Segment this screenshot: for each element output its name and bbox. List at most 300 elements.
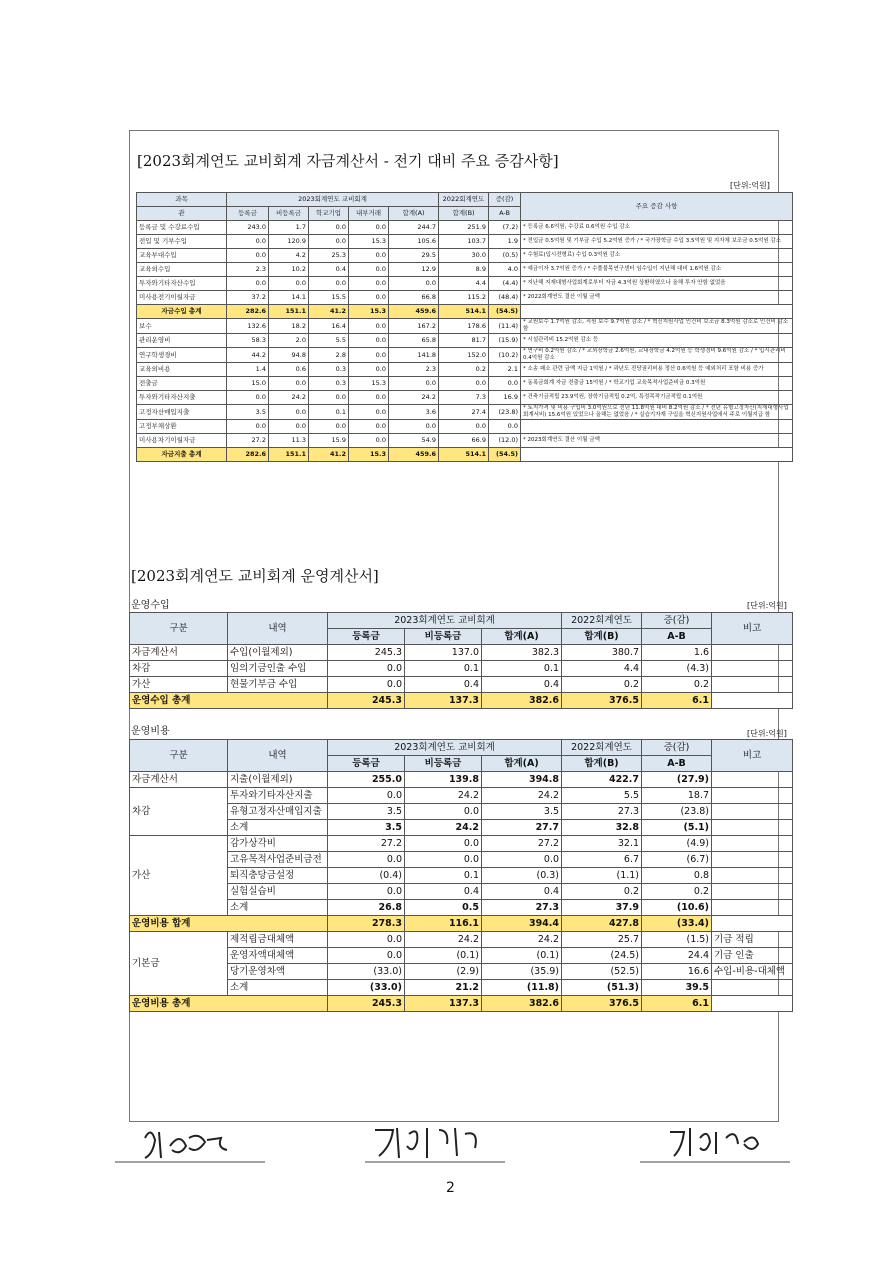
- cell: 10.2: [269, 263, 309, 277]
- cell: 0.0: [269, 420, 309, 434]
- op-income-section: 운영수입: [131, 600, 170, 611]
- cell: 105.6: [389, 235, 439, 249]
- row-label: 미사용전기이월자금: [137, 291, 227, 305]
- cell: 0.1: [309, 405, 349, 420]
- change-description: * 연구비 0.2억원 감소 / * 교외장학금 2.6억원, 교내장학금 4.2억원 등 학생경비 9.6억원 감소 / * 입시관리비 0.4억원 감소: [521, 348, 793, 363]
- cell: 2.3: [227, 263, 269, 277]
- cell: (1.5): [642, 932, 712, 948]
- cell: (11.8): [482, 980, 562, 996]
- cell: 245.3: [328, 996, 405, 1012]
- cell: (7.2): [489, 221, 521, 235]
- cell: 376.5: [562, 996, 642, 1012]
- change-description: * 수험료(입시전형료) 수입 0.3억원 감소: [521, 249, 793, 263]
- cell: 0.0: [482, 852, 562, 868]
- row-item: 유형고정자산매입지출: [228, 804, 328, 820]
- cell: 380.7: [562, 645, 642, 661]
- cell: 0.0: [405, 836, 482, 852]
- cell: 94.8: [269, 348, 309, 363]
- cell: (24.5): [562, 948, 642, 964]
- table-row: [130, 772, 793, 788]
- table-row: [130, 788, 793, 804]
- cell: (48.4): [489, 291, 521, 305]
- cell: 32.1: [562, 836, 642, 852]
- row-note: [712, 884, 793, 900]
- cell: 0.2: [642, 677, 712, 693]
- cell: (52.5): [562, 964, 642, 980]
- change-description: * 건축기금적립 23.9억원, 장학기금적립 0.2억, 특정목적기금적립 0.1억원: [521, 391, 793, 405]
- cell: 0.4: [482, 677, 562, 693]
- table-row: [137, 377, 793, 391]
- cell: 25.7: [562, 932, 642, 948]
- hdr-col: 등록금: [227, 207, 269, 221]
- change-description: * 토지가격 및 비용 구입비 3.0억원으로 전년 11.8억원 대비 8.2억원 감소 / * 전년 유형고정자산(지재대형사업회계서비) 15.6억원 있었으나 올해는 없었음 / * 실습기자재 구입을 혁신지원사업에서 주로 이월지급 함: [521, 405, 793, 420]
- cell: 27.7: [482, 820, 562, 836]
- op-income-unit: [단위:억원]: [747, 601, 787, 610]
- row-item: 당기운영차액: [228, 964, 328, 980]
- row-item: 현물기부금 수입: [228, 677, 328, 693]
- cell: 2.3: [389, 363, 439, 377]
- row-item: 수입(이월제외): [228, 645, 328, 661]
- hdr-main: 주요 증감 사항: [521, 193, 793, 221]
- cell: 0.4: [309, 263, 349, 277]
- row-label: 자금수입 총계: [137, 305, 227, 319]
- row-item: 운영자액대체액: [228, 948, 328, 964]
- cell: 0.0: [349, 221, 389, 235]
- row-label: 보수: [137, 319, 227, 334]
- cell: 3.5: [227, 405, 269, 420]
- change-description: * 동록금회계 자금 전출금 15억원 / * 학교기업 교육목적사업준비금 0.3억원: [521, 377, 793, 391]
- row-item: 투자와기타자산지출: [228, 788, 328, 804]
- cell: 382.6: [482, 996, 562, 1012]
- cell: 243.0: [227, 221, 269, 235]
- cell: 25.3: [309, 249, 349, 263]
- row-note: [712, 661, 793, 677]
- change-description: * 2022회계연도 결산 이월 금액: [521, 291, 793, 305]
- unit-label: [단위:억원]: [730, 181, 770, 190]
- cell: 137.0: [405, 645, 482, 661]
- hdr-col: A-B: [642, 629, 712, 645]
- cell: (11.4): [489, 319, 521, 334]
- cell: 282.6: [227, 305, 269, 319]
- cell: 514.1: [439, 448, 489, 462]
- row-note: 수입-비용-대체액: [712, 964, 793, 980]
- row-note: [712, 836, 793, 852]
- cell: 0.0: [389, 377, 439, 391]
- cell: 244.7: [389, 221, 439, 235]
- cell: 0.0: [328, 852, 405, 868]
- row-note: [712, 645, 793, 661]
- cell: 0.0: [349, 263, 389, 277]
- cell: 8.9: [439, 263, 489, 277]
- table-row: [137, 391, 793, 405]
- hdr-col: 합계(B): [562, 629, 642, 645]
- row-note: [712, 804, 793, 820]
- cell: 41.2: [309, 305, 349, 319]
- row-category: 자금계산서: [130, 772, 228, 788]
- cell: 6.1: [642, 693, 712, 709]
- cell: 4.4: [439, 277, 489, 291]
- table-row: [130, 980, 793, 996]
- table-row-total: [137, 305, 793, 319]
- cell: 1.9: [489, 235, 521, 249]
- cell: 15.9: [309, 434, 349, 448]
- table-row: [130, 964, 793, 980]
- change-description: * 등록금 6.6억원, 수강료 0.6억원 수입 감소: [521, 221, 793, 235]
- cell: 27.2: [227, 434, 269, 448]
- hdr-item: 내역: [228, 613, 328, 645]
- cell: 6.1: [642, 996, 712, 1012]
- cell: 4.2: [269, 249, 309, 263]
- cell: (0.4): [328, 868, 405, 884]
- cell: 0.0: [349, 291, 389, 305]
- cell: 0.0: [269, 377, 309, 391]
- cell: 0.0: [349, 434, 389, 448]
- cell: 26.8: [328, 900, 405, 916]
- hdr-2023: 2023회계연도 교비회계: [227, 193, 439, 207]
- cell: 39.5: [642, 980, 712, 996]
- cell: (15.9): [489, 334, 521, 348]
- change-description: * 2023회계연도 결산 이월 금액: [521, 434, 793, 448]
- row-category: 가산: [130, 836, 228, 916]
- cell: (0.5): [489, 249, 521, 263]
- row-category: 가산: [130, 677, 228, 693]
- cell: 0.4: [482, 884, 562, 900]
- signature-3: [640, 1118, 790, 1166]
- hdr-2022: 2022회계연도: [439, 193, 489, 207]
- hdr-note: 비고: [712, 740, 793, 772]
- row-label: 관리운영비: [137, 334, 227, 348]
- page-title: [2023회계연도 교비회계 자금계산서 - 전기 대비 주요 증감사항]: [137, 152, 559, 170]
- hdr-col: 비등록금: [269, 207, 309, 221]
- cell: 58.3: [227, 334, 269, 348]
- cell: 0.0: [439, 377, 489, 391]
- row-item: 퇴직충당금설정: [228, 868, 328, 884]
- cell: 382.3: [482, 645, 562, 661]
- cell: 0.0: [328, 932, 405, 948]
- change-description: * 전입금 0.5억원 및 기부금 수입 5.2억원 증가 / * 국가장학금 수입 3.5억원 및 지자체 보조금 0.5억원 감소: [521, 235, 793, 249]
- cell: 0.0: [269, 277, 309, 291]
- row-label: 연구학생경비: [137, 348, 227, 363]
- row-note: 기금 인출: [712, 948, 793, 964]
- cell: (54.5): [489, 305, 521, 319]
- hdr-col: A-B: [642, 756, 712, 772]
- hdr-col: 합계(B): [562, 756, 642, 772]
- cell: (33.0): [328, 980, 405, 996]
- cell: 282.6: [227, 448, 269, 462]
- cell: 15.5: [309, 291, 349, 305]
- cell: 422.7: [562, 772, 642, 788]
- cell: 4.4: [562, 661, 642, 677]
- op-expense-unit: [단위:억원]: [747, 729, 787, 738]
- cell: 0.0: [349, 249, 389, 263]
- cell: 137.3: [405, 996, 482, 1012]
- cell: 24.2: [482, 932, 562, 948]
- row-note: [712, 820, 793, 836]
- row-label: 투자와기타자산지출: [137, 391, 227, 405]
- hdr-account: 과목: [137, 193, 227, 207]
- hdr-2022: 2022회계연도: [562, 613, 642, 629]
- row-label: 운영비용 합계: [130, 916, 328, 932]
- table-row: [137, 363, 793, 377]
- cell: 15.0: [227, 377, 269, 391]
- cell: 24.2: [482, 788, 562, 804]
- cell: 0.0: [349, 334, 389, 348]
- signature-2: [365, 1118, 505, 1166]
- cell: (27.9): [642, 772, 712, 788]
- row-note: 기금 적립: [712, 932, 793, 948]
- cell: 14.1: [269, 291, 309, 305]
- cell: 12.9: [389, 263, 439, 277]
- table-row: [137, 434, 793, 448]
- cell: 81.7: [439, 334, 489, 348]
- cell: 151.1: [269, 305, 309, 319]
- hdr-item: 내역: [228, 740, 328, 772]
- cell: 5.5: [309, 334, 349, 348]
- cell: 66.9: [439, 434, 489, 448]
- cell: 0.0: [328, 677, 405, 693]
- hdr-diff: 증(감): [642, 613, 712, 629]
- cell: 3.5: [328, 804, 405, 820]
- hdr-col: 합계(B): [439, 207, 489, 221]
- cell: 0.0: [269, 405, 309, 420]
- hdr-col: 학교기업: [309, 207, 349, 221]
- cell: 0.0: [349, 348, 389, 363]
- table-row: [130, 852, 793, 868]
- cell: 0.0: [389, 277, 439, 291]
- cell: 32.8: [562, 820, 642, 836]
- cell: 30.0: [439, 249, 489, 263]
- cell: 66.8: [389, 291, 439, 305]
- table-row: [130, 948, 793, 964]
- cell: 394.4: [482, 916, 562, 932]
- hdr-col: 비등록금: [405, 629, 482, 645]
- cell: 178.6: [439, 319, 489, 334]
- row-item: 실험실습비: [228, 884, 328, 900]
- cell: 21.2: [405, 980, 482, 996]
- cell: 0.0: [405, 852, 482, 868]
- cell: 0.0: [309, 420, 349, 434]
- cell: 27.3: [562, 804, 642, 820]
- row-label: 고정부채상환: [137, 420, 227, 434]
- cell: 6.7: [562, 852, 642, 868]
- cell: 0.0: [489, 377, 521, 391]
- cell: 0.0: [227, 391, 269, 405]
- table-row: [130, 884, 793, 900]
- cell: 7.3: [439, 391, 489, 405]
- cell: 16.9: [489, 391, 521, 405]
- cell: 37.9: [562, 900, 642, 916]
- cell: 24.2: [405, 788, 482, 804]
- cell: 427.8: [562, 916, 642, 932]
- cell: 0.2: [642, 884, 712, 900]
- row-note: [712, 772, 793, 788]
- cell: 120.9: [269, 235, 309, 249]
- cell: 37.2: [227, 291, 269, 305]
- row-label: 미사용차기이월자금: [137, 434, 227, 448]
- hdr-cat: 구분: [130, 740, 228, 772]
- cell: (5.1): [642, 820, 712, 836]
- cell: (2.9): [405, 964, 482, 980]
- cell: 0.0: [309, 277, 349, 291]
- change-description: * 교원보수 1.7억원 감소, 직원 보수 9.7억원 감소 / * 혁신지원사업 인건비 보조금 8.3억원 감소로 인건비 감소함: [521, 319, 793, 334]
- cell: 16.4: [309, 319, 349, 334]
- cell: 18.2: [269, 319, 309, 334]
- cell: 0.0: [328, 788, 405, 804]
- cell: (1.1): [562, 868, 642, 884]
- row-category: 자금계산서: [130, 645, 228, 661]
- row-item: 고유목적사업준비금전: [228, 852, 328, 868]
- row-category: 차감: [130, 788, 228, 836]
- row-note: [712, 788, 793, 804]
- cell: (4.9): [642, 836, 712, 852]
- cell: 27.3: [482, 900, 562, 916]
- table-row: [130, 836, 793, 852]
- cell: 0.5: [405, 900, 482, 916]
- cell: 0.0: [489, 420, 521, 434]
- change-description: [521, 420, 793, 434]
- row-label: 교육외수입: [137, 263, 227, 277]
- cell: 115.2: [439, 291, 489, 305]
- table-row-total: [137, 448, 793, 462]
- cell: 132.6: [227, 319, 269, 334]
- table-row: [137, 291, 793, 305]
- table-row-subtotal: [130, 916, 793, 932]
- cell: 0.0: [405, 804, 482, 820]
- cell: 0.3: [309, 363, 349, 377]
- cell: 137.3: [405, 693, 482, 709]
- cell: 0.0: [328, 661, 405, 677]
- cell: 15.3: [349, 377, 389, 391]
- hdr-2023: 2023회계연도 교비회계: [328, 740, 562, 756]
- cell: 2.8: [309, 348, 349, 363]
- cell: 514.1: [439, 305, 489, 319]
- table-row: [130, 900, 793, 916]
- cell: (33.4): [642, 916, 712, 932]
- op-expense-section: 운영비용: [131, 726, 170, 737]
- cell: 15.3: [349, 305, 389, 319]
- cell: 151.1: [269, 448, 309, 462]
- cell: 27.4: [439, 405, 489, 420]
- cell: (54.5): [489, 448, 521, 462]
- row-label: 투자와기타자산수입: [137, 277, 227, 291]
- cell: 3.5: [482, 804, 562, 820]
- row-label: 고정자산매입지출: [137, 405, 227, 420]
- row-label: 교육부대수입: [137, 249, 227, 263]
- table-row: [137, 420, 793, 434]
- cell: 2.0: [269, 334, 309, 348]
- cell: 0.0: [227, 277, 269, 291]
- row-item: 감가상각비: [228, 836, 328, 852]
- cell: 245.3: [328, 645, 405, 661]
- table-row: [137, 249, 793, 263]
- page-number: 2: [446, 1180, 455, 1196]
- cell: 0.0: [349, 405, 389, 420]
- cell: 376.5: [562, 693, 642, 709]
- cell: (0.3): [482, 868, 562, 884]
- table-row: [137, 263, 793, 277]
- cell: 255.0: [328, 772, 405, 788]
- row-note: [712, 677, 793, 693]
- cell: 167.2: [389, 319, 439, 334]
- hdr-col: 등록금: [328, 756, 405, 772]
- cell: 382.6: [482, 693, 562, 709]
- hdr-2023: 2023회계연도 교비회계: [328, 613, 562, 629]
- hdr-col: 합계(A): [482, 756, 562, 772]
- cell: 1.6: [642, 645, 712, 661]
- table-row: [130, 645, 793, 661]
- cell: 3.5: [328, 820, 405, 836]
- hdr-col: 합계(A): [482, 629, 562, 645]
- cell: 0.1: [482, 661, 562, 677]
- cell: 0.4: [405, 677, 482, 693]
- table-row: [137, 348, 793, 363]
- cell: 278.3: [328, 916, 405, 932]
- cell: 15.3: [349, 448, 389, 462]
- cell: 24.2: [405, 820, 482, 836]
- cell: 0.0: [227, 249, 269, 263]
- cell: 54.9: [389, 434, 439, 448]
- cell: 3.6: [389, 405, 439, 420]
- cell: 0.0: [309, 235, 349, 249]
- cell: 0.2: [562, 677, 642, 693]
- hdr-col: 내부거래: [349, 207, 389, 221]
- op-income-table: [129, 612, 793, 709]
- table-row: [137, 334, 793, 348]
- op-expense-table: [129, 739, 793, 1012]
- cell: 0.2: [439, 363, 489, 377]
- cell: (6.7): [642, 852, 712, 868]
- cell: 1.4: [227, 363, 269, 377]
- row-item: 소계: [228, 820, 328, 836]
- cell: 103.7: [439, 235, 489, 249]
- cell: 44.2: [227, 348, 269, 363]
- cell: 27.2: [482, 836, 562, 852]
- table-row: [130, 820, 793, 836]
- row-item: 지출(이월제외): [228, 772, 328, 788]
- row-label: 운영비용 총계: [130, 996, 328, 1012]
- row-label: 운영수입 총계: [130, 693, 328, 709]
- table-row: [137, 277, 793, 291]
- cell: 2.1: [489, 363, 521, 377]
- table-row: [130, 804, 793, 820]
- cell: (4.3): [642, 661, 712, 677]
- cell: (0.1): [405, 948, 482, 964]
- table-row: [130, 677, 793, 693]
- cell: 24.2: [269, 391, 309, 405]
- cell: 1.7: [269, 221, 309, 235]
- hdr-cat: 구분: [130, 613, 228, 645]
- cell: 0.4: [405, 884, 482, 900]
- cell: (23.8): [642, 804, 712, 820]
- row-note: [712, 852, 793, 868]
- hdr-col: 합계(A): [389, 207, 439, 221]
- cell: 0.0: [227, 420, 269, 434]
- hdr-note: 비고: [712, 613, 793, 645]
- row-note: [712, 980, 793, 996]
- table-row: [130, 932, 793, 948]
- row-category: 차감: [130, 661, 228, 677]
- cell: 0.0: [309, 221, 349, 235]
- table-row: [137, 319, 793, 334]
- hdr-col: 등록금: [328, 629, 405, 645]
- hdr-col: 비등록금: [405, 756, 482, 772]
- cell: 0.0: [439, 420, 489, 434]
- cell: 0.1: [405, 661, 482, 677]
- cell: 5.5: [562, 788, 642, 804]
- cash-flow-table: [136, 192, 793, 462]
- hdr-2022: 2022회계연도: [562, 740, 642, 756]
- cell: 24.2: [405, 932, 482, 948]
